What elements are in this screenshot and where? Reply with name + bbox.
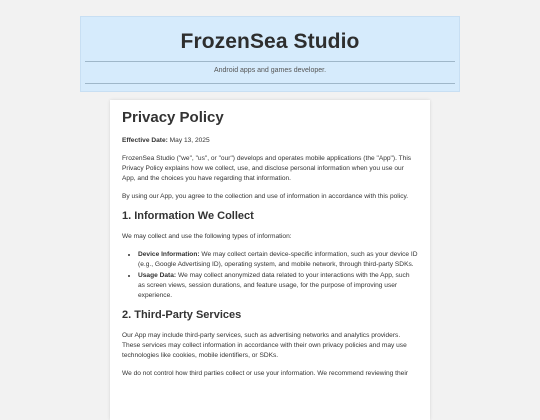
site-header bbox=[80, 16, 460, 92]
agreement-paragraph: By using our App, you agree to the collection and use of information in accordance with this policy. bbox=[122, 193, 409, 200]
intro-paragraph: FrozenSea Studio ("we", "us", or "our") develops and operates mobile applications (the "App"). This Privacy Policy explains how we collect, use, and disclose personal information when you use our App, and the choices you have regarding that information. bbox=[122, 155, 412, 182]
list-item-label: Device Information: bbox=[138, 251, 200, 258]
header-divider-top bbox=[85, 61, 455, 62]
policy-card bbox=[110, 100, 430, 420]
list-item-text: We may collect anonymized data related to your interactions with the App, such as screen views, session durations, and feature usage, for the purpose of improving user experience. bbox=[138, 272, 410, 299]
section-heading-information-collected: 1. Information We Collect bbox=[122, 210, 254, 222]
section-heading-third-party-services: 2. Third-Party Services bbox=[122, 309, 242, 321]
page-title: Privacy Policy bbox=[122, 109, 224, 126]
section-2-paragraph-1: Our App may include third-party services, such as advertising networks and analytics providers. These services may collect information in accordance with their own privacy policies and may use technologies like cookies, mobile identifiers, or SDKs. bbox=[122, 332, 407, 359]
site-title: FrozenSea Studio bbox=[180, 30, 360, 53]
effective-date-label: Effective Date: bbox=[122, 137, 168, 144]
effective-date-line bbox=[122, 136, 418, 146]
section-1-lead: We may collect and use the following types of information: bbox=[122, 233, 292, 240]
section-2-paragraph-2: We do not control how third parties collect or use your information. We recommend reviewing their bbox=[122, 370, 408, 377]
header-divider-bottom bbox=[85, 83, 455, 84]
site-tagline: Android apps and games developer. bbox=[213, 67, 327, 74]
list-item-text: We may collect certain device-specific information, such as your device ID (e.g., Google Advertising ID), operating system, and mobile network, through third-party SDKs. bbox=[138, 251, 418, 268]
collected-info-list bbox=[122, 250, 418, 301]
list-item-label: Usage Data: bbox=[138, 272, 177, 279]
list-item-usage-data bbox=[138, 271, 418, 301]
effective-date-value: May 13, 2025 bbox=[169, 137, 210, 144]
list-item-device-information bbox=[138, 250, 418, 270]
